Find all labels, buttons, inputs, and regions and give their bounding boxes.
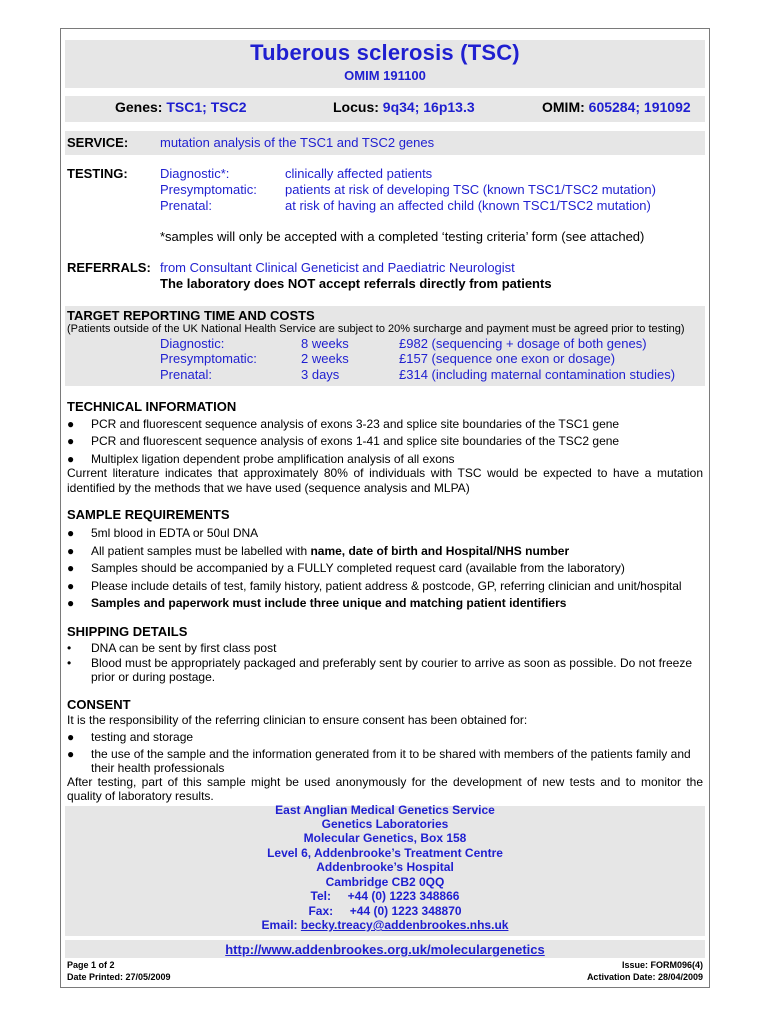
testing-type-presymptomatic: Presymptomatic: (160, 182, 257, 197)
target-time-diagnostic: 8 weeks (301, 336, 349, 351)
bullet-icon: • (67, 656, 72, 670)
address-email (65, 918, 705, 932)
sample-bullet-2-text: All patient samples must be labelled with (91, 544, 311, 558)
testing-desc-prenatal: at risk of having an affected child (known TSC1/TSC2 mutation) (285, 198, 651, 213)
omim-item (542, 99, 691, 115)
bullet-icon: ● (67, 561, 75, 575)
sample-bullet-4: Please include details of test, family history, patient address & postcode, GP, referring clinician and unit/hospital (91, 579, 682, 593)
testing-desc-presymptomatic: patients at risk of developing TSC (known TSC1/TSC2 mutation) (285, 182, 656, 197)
target-cost-diagnostic: £982 (sequencing + dosage of both genes) (399, 336, 647, 351)
technical-bullet-1: PCR and fluorescent sequence analysis of exons 3-23 and splice site boundaries of the TSC1 gene (91, 417, 620, 431)
consent-bullet-2-line1: the use of the sample and the information generated from it to be shared with members of the patients family and (91, 747, 691, 761)
fax-label: Fax: (308, 904, 334, 918)
tel-value: +44 (0) 1223 348866 (347, 889, 460, 903)
omim-number: OMIM 191100 (344, 68, 426, 83)
target-type-presymptomatic: Presymptomatic: (160, 351, 257, 366)
consent-bullet-2-line2: their health professionals (91, 761, 225, 775)
target-cost-presymptomatic: £157 (sequence one exon or dosage) (399, 351, 616, 366)
testing-note: *samples will only be accepted with a completed ‘testing criteria’ form (see attached) (160, 229, 645, 244)
footer-issue: Issue: FORM096(4) (621, 960, 703, 970)
sample-bullet-3: Samples should be accompanied by a FULLY completed request card (available from the laboratory) (91, 561, 625, 575)
shipping-bullet-2-line1: Blood must be appropriately packaged and preferably sent by courier to arrive as soon as possible. Do not freeze (91, 656, 693, 670)
sample-bullet-5: Samples and paperwork must include three unique and matching patient identifiers (91, 596, 567, 610)
service-label: SERVICE: (67, 135, 129, 150)
address-tel (65, 889, 705, 903)
target-time-presymptomatic: 2 weeks (301, 351, 349, 366)
locus-item (333, 99, 475, 115)
bullet-icon: • (67, 641, 72, 655)
testing-type-prenatal: Prenatal: (160, 198, 213, 213)
address-line-6: Cambridge CB2 0QQ (325, 875, 445, 889)
genes-value: TSC1; TSC2 (166, 99, 247, 115)
tel-label: Tel: (310, 889, 331, 903)
target-subnote: (Patients outside of the UK National Health Service are subject to 20% surcharge and payment must be agreed prior to testing) (67, 323, 685, 335)
consent-after: After testing, part of this sample might be used anonymously for the development of new tests and to monitor the quality of laboratory results. (67, 775, 703, 803)
bullet-icon: ● (67, 730, 75, 744)
address-line-2: Genetics Laboratories (321, 817, 449, 831)
bullet-icon: ● (67, 596, 75, 610)
technical-heading: TECHNICAL INFORMATION (67, 399, 237, 414)
target-type-diagnostic: Diagnostic: (160, 336, 225, 351)
target-time-prenatal: 3 days (301, 367, 340, 382)
target-type-prenatal: Prenatal: (160, 367, 213, 382)
bullet-icon: ● (67, 526, 75, 540)
bullet-icon: ● (67, 417, 75, 431)
testing-label: TESTING: (67, 166, 128, 181)
target-cost-prenatal: £314 (including maternal contamination studies) (399, 367, 676, 382)
omim-value: 605284; 191092 (588, 99, 691, 115)
address-line-5: Addenbrooke’s Hospital (316, 860, 454, 874)
locus-label: Locus: (333, 99, 379, 115)
footer-activation-date: Activation Date: 28/04/2009 (586, 972, 703, 982)
locus-value: 9q34; 16p13.3 (382, 99, 475, 115)
omim-label: OMIM: (542, 99, 585, 115)
bullet-icon: ● (67, 747, 75, 761)
service-value: mutation analysis of the TSC1 and TSC2 genes (160, 135, 435, 150)
bullet-icon: ● (67, 452, 75, 466)
email-label: Email: (261, 918, 298, 932)
referrals-value: from Consultant Clinical Geneticist and Paediatric Neurologist (160, 260, 515, 275)
referrals-note: The laboratory does NOT accept referrals directly from patients (160, 276, 552, 291)
footer-date-printed: Date Printed: 27/05/2009 (67, 972, 171, 982)
email-link[interactable]: becky.treacy@addenbrookes.nhs.uk (300, 918, 509, 932)
address-line-1: East Anglian Medical Genetics Service (275, 803, 495, 817)
genes-label: Genes: (115, 99, 163, 115)
sample-heading: SAMPLE REQUIREMENTS (67, 507, 230, 522)
technical-paragraph: Current literature indicates that approximately 80% of individuals with TSC would be expected to have a mutation identified by the methods that we have used (sequence analysis and MLPA) (67, 466, 703, 495)
consent-intro: It is the responsibility of the referring clinician to ensure consent has been obtained for: (67, 713, 528, 727)
referrals-label: REFERRALS: (67, 260, 151, 275)
bullet-icon: ● (67, 434, 75, 448)
shipping-heading: SHIPPING DETAILS (67, 624, 188, 639)
url-line (65, 942, 705, 957)
address-fax (65, 904, 705, 918)
testing-desc-diagnostic: clinically affected patients (285, 166, 433, 181)
footer-page-number: Page 1 of 2 (67, 960, 115, 970)
shipping-bullet-1: DNA can be sent by first class post (91, 641, 277, 655)
testing-type-diagnostic: Diagnostic*: (160, 166, 230, 181)
sample-bullet-2 (91, 544, 703, 558)
shipping-bullet-2-line2: prior or during postage. (91, 670, 216, 684)
sample-bullet-2-bold: name, date of birth and Hospital/NHS number (310, 544, 570, 558)
address-line-3: Molecular Genetics, Box 158 (303, 831, 467, 845)
fax-value: +44 (0) 1223 348870 (349, 904, 462, 918)
consent-heading: CONSENT (67, 697, 131, 712)
address-line-4: Level 6, Addenbrooke’s Treatment Centre (267, 846, 503, 860)
bullet-icon: ● (67, 544, 75, 558)
consent-bullet-1: testing and storage (91, 730, 194, 744)
technical-bullet-3: Multiplex ligation dependent probe amplification analysis of all exons (91, 452, 455, 466)
target-heading: TARGET REPORTING TIME AND COSTS (67, 308, 315, 323)
genes-item (115, 99, 246, 115)
page-title: Tuberous sclerosis (TSC) (250, 40, 520, 65)
sample-bullet-1: 5ml blood in EDTA or 50ul DNA (91, 526, 259, 540)
bullet-icon: ● (67, 579, 75, 593)
website-link[interactable]: http://www.addenbrookes.org.uk/moleculargenetics (225, 942, 545, 957)
technical-bullet-2: PCR and fluorescent sequence analysis of exons 1-41 and splice site boundaries of the TSC2 gene (91, 434, 620, 448)
